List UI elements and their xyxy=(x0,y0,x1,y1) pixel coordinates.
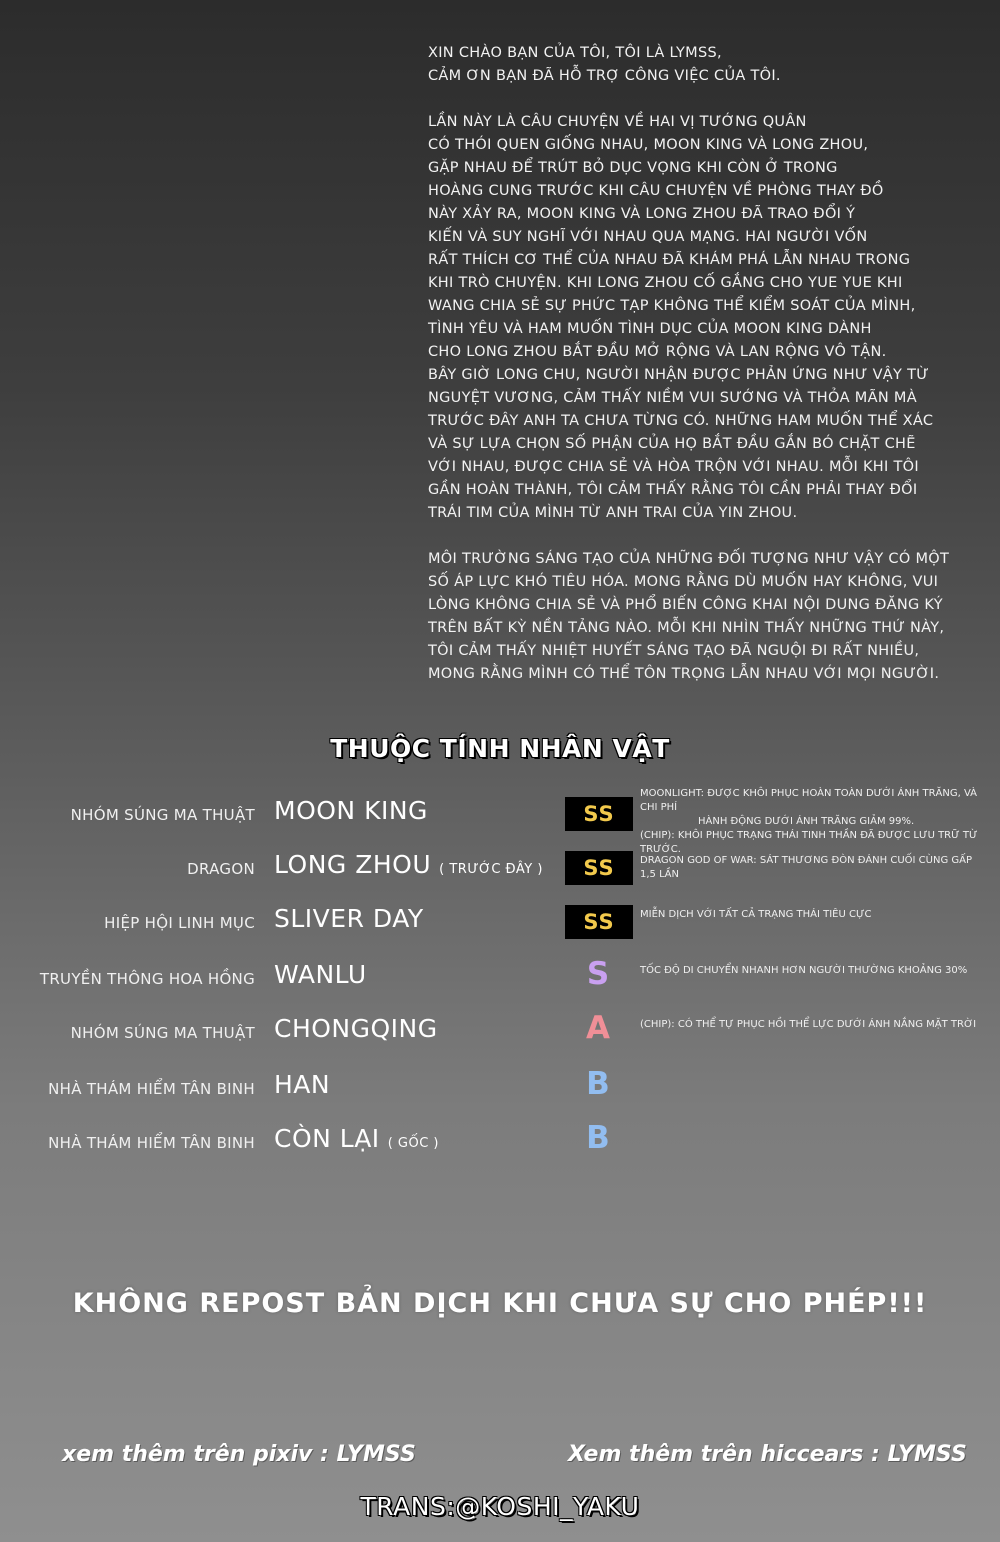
character-affiliation: NHÀ THÁM HIỂM TÂN BINH xyxy=(48,1134,255,1152)
character-name: WANLU xyxy=(274,960,367,989)
rank-badge: SS xyxy=(565,905,633,939)
intro-line: KIẾN VÀ SUY NGHĨ VỚI NHAU QUA MẠNG. HAI NGƯỜI VỐN xyxy=(428,229,868,245)
skill-line: DRAGON GOD OF WAR: SÁT THƯƠNG ĐÒN ĐÁNH CUỐI CÙNG GẤP 1,5 LẦN xyxy=(640,855,972,880)
character-row xyxy=(0,904,1000,944)
character-row xyxy=(0,1120,1000,1164)
intro-line: XIN CHÀO BẠN CỦA TÔI, TÔI LÀ LYMSS, xyxy=(428,45,722,61)
intro-line: VỚI NHAU, ĐƯỢC CHIA SẺ VÀ HÒA TRỘN VỚI NHAU. MỖI KHI TÔI xyxy=(428,459,919,475)
skill-line: (CHIP): KHÔI PHỤC TRẠNG THÁI TINH THẦN ĐÃ ĐƯỢC LƯU TRỮ TỪ TRƯỚC. xyxy=(640,830,978,855)
character-row xyxy=(0,1010,1000,1054)
character-affiliation: TRUYỀN THÔNG HOA HỒNG xyxy=(39,970,255,988)
character-row xyxy=(0,956,1000,1000)
intro-line: GẦN HOÀN THÀNH, TÔI CẢM THẤY RẰNG TÔI CẦN PHẢI THAY ĐỔI xyxy=(428,482,918,498)
intro-line: MÔI TRƯỜNG SÁNG TẠO CỦA NHỮNG ĐỐI TƯỢNG NHƯ VẬY CÓ MỘT xyxy=(428,551,950,567)
character-name: LONG ZHOU xyxy=(274,850,432,879)
rank-badge: SS xyxy=(565,851,633,885)
intro-line: LẦN NÀY LÀ CÂU CHUYỆN VỀ HAI VỊ TƯỚNG QUÂN xyxy=(428,114,807,130)
character-affiliation: HIỆP HỘI LINH MỤC xyxy=(104,914,255,932)
character-name-wrap xyxy=(274,1124,439,1153)
intro-line: CẢM ƠN BẠN ĐÃ HỖ TRỢ CÔNG VIỆC CỦA TÔI. xyxy=(428,68,781,84)
intro-line: WANG CHIA SẺ SỰ PHỨC TẠP KHÔNG THỂ KIỂM SOÁT CỦA MÌNH, xyxy=(428,298,916,314)
character-row xyxy=(0,788,1000,855)
intro-line: TÔI CẢM THẤY NHIỆT HUYẾT SÁNG TẠO ĐÃ NGUỘI ĐI RẤT NHIỀU, xyxy=(428,643,920,659)
intro-line: CHO LONG ZHOU BẮT ĐẦU MỞ RỘNG VÀ LAN RỘNG VÔ TẬN. xyxy=(428,344,887,360)
character-affiliation: NHÓM SÚNG MA THUẬT xyxy=(70,806,255,824)
translator-credit: TRANS:@KOSHI_YAKU xyxy=(360,1492,640,1521)
character-row xyxy=(0,850,1000,890)
character-name: CÒN LẠI xyxy=(274,1124,380,1153)
intro-line: MONG RẰNG MÌNH CÓ THỂ TÔN TRỌNG LẪN NHAU VỚI MỌI NGƯỜI. xyxy=(428,666,940,682)
character-affiliation: NHÓM SÚNG MA THUẬT xyxy=(70,1024,255,1042)
intro-line: KHI TRÒ CHUYỆN. KHI LONG ZHOU CỐ GẮNG CHO YUE YUE KHI xyxy=(428,275,903,291)
intro-line: NÀY XẢY RA, MOON KING VÀ LONG ZHOU ĐÃ TRAO ĐỔI Ý xyxy=(428,206,856,222)
intro-line: TÌNH YÊU VÀ HAM MUỐN TÌNH DỤC CỦA MOON KING DÀNH xyxy=(428,321,872,337)
intro-line: BÂY GIỜ LONG CHU, NGƯỜI NHẬN ĐƯỢC PHẢN ỨNG NHƯ VẬY TỪ xyxy=(428,367,929,383)
skill-line: TỐC ĐỘ DI CHUYỂN NHANH HƠN NGƯỜI THƯỜNG KHOẢNG 30% xyxy=(640,965,968,976)
character-note: ( GỐC ) xyxy=(387,1136,439,1151)
skill-description xyxy=(640,787,980,857)
skill-line: MOONLIGHT: ĐƯỢC KHÔI PHỤC HOÀN TOÀN DƯỚI ÁNH TRĂNG, VÀ CHI PHÍ xyxy=(640,788,978,813)
pixiv-credit: xem thêm trên pixiv : LYMSS xyxy=(62,1442,416,1467)
skill-description xyxy=(640,908,980,922)
intro-line: VÀ SỰ LỰA CHỌN SỐ PHẬN CỦA HỌ BẮT ĐẦU GẮN BÓ CHẶT CHẼ xyxy=(428,436,916,452)
character-affiliation: NHÀ THÁM HIỂM TÂN BINH xyxy=(48,1080,255,1098)
rank-letter: B xyxy=(586,1066,610,1102)
character-note: ( TRƯỚC ĐÂY ) xyxy=(439,862,543,877)
intro-line: LÒNG KHÔNG CHIA SẺ VÀ PHỔ BIẾN CÔNG KHAI NỘI DUNG ĐĂNG KÝ xyxy=(428,597,943,613)
character-name: HAN xyxy=(274,1070,331,1099)
no-repost-warning: KHÔNG REPOST BẢN DỊCH KHI CHƯA SỰ CHO PHÉP!!! xyxy=(72,1288,928,1319)
intro-line: RẤT THÍCH CƠ THỂ CỦA NHAU ĐÃ KHÁM PHÁ LẪN NHAU TRONG xyxy=(428,252,911,268)
hiccears-credit: Xem thêm trên hiccears : LYMSS xyxy=(568,1442,967,1467)
skill-line: HÀNH ĐỘNG DƯỚI ÁNH TRĂNG GIẢM 99%. xyxy=(698,816,915,827)
section-title: THUỘC TÍNH NHÂN VẬT xyxy=(330,734,670,763)
character-name: SLIVER DAY xyxy=(274,904,424,933)
intro-line: TRƯỚC ĐÂY ANH TA CHƯA TỪNG CÓ. NHỮNG HAM MUỐN THỂ XÁC xyxy=(428,413,934,429)
skill-description xyxy=(640,964,980,978)
character-name: MOON KING xyxy=(274,796,428,825)
rank-letter: S xyxy=(586,956,610,992)
intro-line: SỐ ÁP LỰC KHÓ TIÊU HÓA. MONG RẰNG DÙ MUỐN HAY KHÔNG, VUI xyxy=(428,574,939,590)
skill-line: MIỄN DỊCH VỚI TẤT CẢ TRẠNG THÁI TIÊU CỰC xyxy=(640,909,872,920)
intro-text xyxy=(428,42,988,686)
rank-letter: B xyxy=(586,1120,610,1156)
intro-line: GẶP NHAU ĐỂ TRÚT BỎ DỤC VỌNG KHI CÒN Ở TRONG xyxy=(428,160,838,176)
intro-line: CÓ THÓI QUEN GIỐNG NHAU, MOON KING VÀ LONG ZHOU, xyxy=(428,137,869,153)
rank-badge: SS xyxy=(565,797,633,831)
intro-line: TRÊN BẤT KỲ NỀN TẢNG NÀO. MỖI KHI NHÌN THẤY NHỮNG THỨ NÀY, xyxy=(428,620,945,636)
intro-line: NGUYỆT VƯƠNG, CẢM THẤY NIỀM VUI SƯỚNG VÀ THỎA MÃN MÀ xyxy=(428,390,917,406)
skill-description xyxy=(640,854,980,882)
character-name-wrap xyxy=(274,850,543,879)
intro-line: TRÁI TIM CỦA MÌNH TỪ ANH TRAI CỦA YIN ZHOU. xyxy=(428,505,798,521)
skill-description xyxy=(640,1018,980,1032)
character-name: CHONGQING xyxy=(274,1014,438,1043)
character-affiliation: DRAGON xyxy=(187,860,255,878)
character-row xyxy=(0,1066,1000,1110)
rank-letter: A xyxy=(586,1010,610,1046)
intro-line: HOÀNG CUNG TRƯỚC KHI CÂU CHUYỆN VỀ PHÒNG THAY ĐỒ xyxy=(428,183,884,199)
skill-line: (CHIP): CÓ THỂ TỰ PHỤC HỒI THỂ LỰC DƯỚI ÁNH NẮNG MẶT TRỜI xyxy=(640,1019,977,1030)
